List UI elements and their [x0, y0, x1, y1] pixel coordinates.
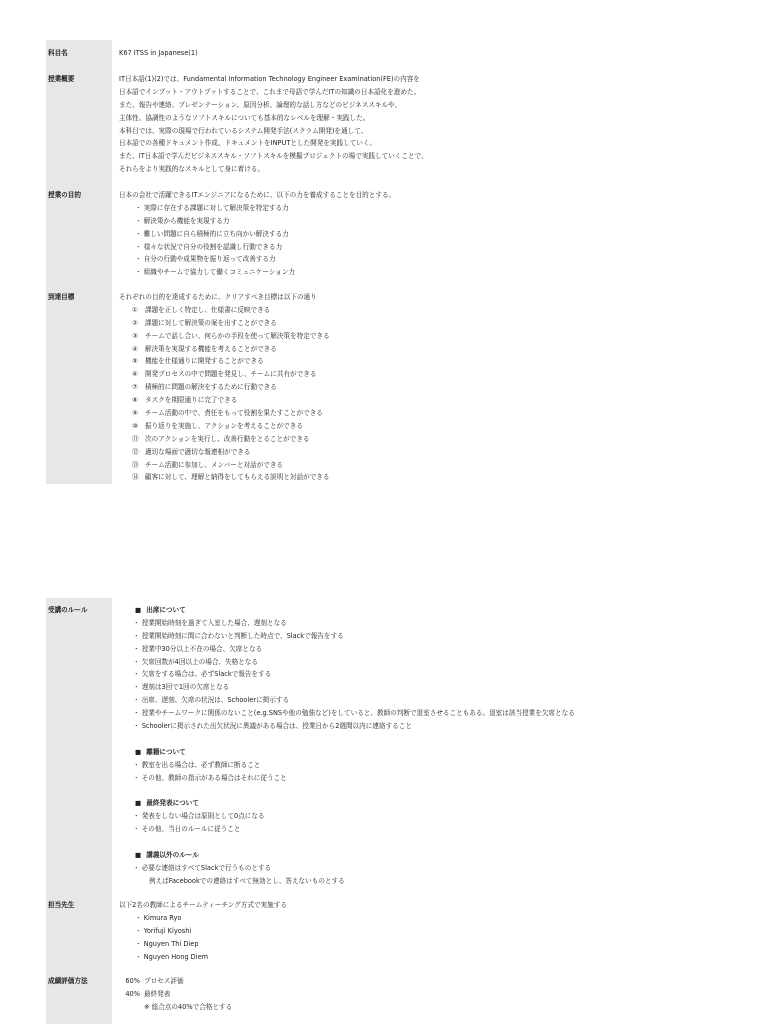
goal-item — [119, 343, 330, 356]
grading-percent: 40% — [125, 989, 140, 998]
overview-line: 日本語での各種ドキュメント作成、ドキュメントをINPUTとした開発を実践していく。 — [119, 139, 376, 148]
rules-label: 受講のルール — [48, 606, 88, 614]
teachers-intro: 以下2名の教師によるチームティーチング方式で実施する — [119, 901, 287, 909]
rule-item: ・ 教室を出る場合は、必ず教師に断ること — [133, 760, 261, 769]
grading-item: 最終発表 — [144, 989, 171, 998]
goal-item — [119, 471, 330, 484]
overview-line: IT日本語(1)(2)では、Fundamental Information Technology Engineer Examination(FE)の内容を — [119, 75, 420, 83]
goals-text — [119, 291, 330, 484]
grading-percent: 60% — [125, 977, 140, 985]
teachers-text — [119, 899, 287, 963]
goal-item — [119, 317, 330, 330]
purpose-item: ・ 難しい問題に自ら積極的に立ち向かい解決する力 — [135, 229, 289, 238]
rule-item: ・ 遅刻は3回で1回の欠席となる — [133, 683, 230, 692]
goal-text: チームで話し合い、何らかの手段を使って解決策を特定できる — [145, 331, 330, 340]
goal-item — [119, 446, 330, 459]
overview-text — [119, 73, 428, 176]
goal-text: チーム活動に参加し、メンバーと対話ができる — [145, 460, 284, 469]
goal-item — [119, 368, 330, 381]
goal-item — [119, 459, 330, 472]
overview-line: また、報告や連絡、プレゼンテーション、原因分析、論理的な話し方などのビジネススキルや、 — [119, 100, 402, 109]
label-column-top — [46, 40, 112, 484]
goal-text: 課題に対して解決策の案を出すことができる — [145, 318, 277, 327]
rule-item: ・ 必要な連絡はすべてSlackで行うものとする — [133, 863, 272, 872]
rule-item: ・ 欠席回数が4回以上の場合、失格となる — [133, 657, 258, 666]
teacher-name: ・ Nguyen Hong Diem — [135, 952, 209, 961]
goal-item — [119, 433, 330, 446]
overview-line: それらをより実践的なスキルとして身に着ける。 — [119, 165, 264, 174]
goal-number: ③ — [132, 331, 138, 340]
goal-item — [119, 394, 330, 407]
goals-label: 到達目標 — [48, 293, 75, 301]
teacher-name: ・ Kimura Ryo — [135, 913, 182, 922]
purpose-text — [119, 189, 395, 279]
grading-row — [118, 988, 232, 1001]
rules-text — [119, 604, 575, 888]
goal-item — [119, 330, 330, 343]
rule-item: 例えばFacebookでの連絡はすべて無効とし、答えないものとする — [149, 876, 345, 885]
goal-number: ⑫ — [132, 447, 139, 456]
goal-text: 解決策を実現する機能を考えることができる — [145, 344, 277, 353]
rule-item: ・ 授業やチームワークに関係のないこと(e.g.SNSや他の勉強など)をしていると、教師の判断で退室させることもある。退室は該当授業を欠席となる — [133, 709, 575, 718]
rule-item: ・ 出席、遅刻、欠席の状況は、Schoolerに掲示する — [133, 696, 290, 705]
goal-text: 振り返りを実施し、アクションを考えることができる — [145, 421, 303, 430]
goal-number: ⑩ — [132, 421, 138, 430]
goal-text: 開発プロセスの中で問題を発見し、チームに共有ができる — [145, 370, 317, 379]
purpose-item: ・ 様々な状況で自分の役割を認識し行動できる力 — [135, 242, 283, 251]
goal-text: タスクを期限通りに完了できる — [145, 396, 238, 405]
goal-item — [119, 381, 330, 394]
goal-number: ⑦ — [132, 383, 138, 392]
teachers-label: 担当先生 — [48, 901, 75, 909]
rule-item: ・ 発表をしない場合は原則として0点になる — [133, 812, 265, 821]
rules-heading-final-presentation: ■ 最終発表について — [119, 797, 575, 810]
rule-item: ・ 授業開始時刻に間に合わないと判断した時点で、Slackで報告をする — [133, 631, 344, 640]
rule-item: ・ Schoolerに掲示された出欠状況に異議がある場合は、授業日から2週間以内に連絡すること — [133, 722, 412, 731]
goal-number: ⑪ — [132, 434, 139, 443]
goal-text: チーム活動の中で、責任をもって役割を果たすことができる — [145, 409, 323, 418]
goal-number: ② — [132, 318, 138, 327]
teacher-name: ・ Yorifuji Kiyoshi — [135, 926, 192, 935]
purpose-item: ・ 自分の行動や成果物を振り返って改善する力 — [135, 255, 276, 264]
grading-item: プロセス評価 — [144, 977, 184, 985]
goal-number: ⑬ — [132, 460, 139, 469]
rule-item: ・ 欠席をする場合は、必ずSlackで報告をする — [133, 670, 272, 679]
goal-item — [119, 407, 330, 420]
overview-line: また、IT日本語で学んだビジネススキル・ソフトスキルを模擬プロジェクトの場で実践していくことで、 — [119, 152, 428, 161]
goal-text: 機能を仕様通りに開発することができる — [145, 357, 264, 366]
goal-text: 次のアクションを実行し、改善行動をとることができる — [145, 434, 310, 443]
grading-text — [118, 975, 232, 1014]
purpose-item: ・ 実際に存在する課題に対して解決策を特定する力 — [135, 203, 289, 212]
grading-note: ※ 総合点の40%で合格とする — [144, 1002, 233, 1011]
overview-line: 主体性、協調性のようなソフトスキルについても基本的なレベルを理解・実践した。 — [119, 113, 370, 122]
grading-row — [118, 975, 232, 988]
rule-item: ・ 授業開始時刻を過ぎて入室した場合、遅刻となる — [133, 618, 287, 627]
goal-number: ① — [132, 305, 138, 314]
goal-item — [119, 355, 330, 368]
goal-number: ⑭ — [132, 473, 139, 482]
goal-number: ⑥ — [132, 370, 138, 379]
label-column-bottom — [46, 598, 112, 1024]
rules-heading-other: ■ 講義以外のルール — [119, 849, 575, 862]
goal-number: ④ — [132, 344, 138, 353]
overview-label: 授業概要 — [48, 75, 75, 83]
course-name: K67 ITSS in Japanese(1) — [119, 49, 198, 57]
goal-text: 積極的に問題の解決をするために行動できる — [145, 383, 277, 392]
overview-line: 本科目では、実際の現場で行われているシステム開発手法(スクラム開発)を通して、 — [119, 126, 368, 135]
teacher-name: ・ Nguyen Thi Diep — [135, 939, 199, 948]
goal-text: 課題を正しく特定し、仕様書に反映できる — [145, 305, 271, 314]
goal-number: ⑤ — [132, 357, 138, 366]
overview-line: 日本語でインプット・アウトプットすることで、これまで母語で学んだITの知識の日本語化を進めた。 — [119, 87, 421, 96]
goal-text: 顧客に対して、理解と納得をしてもらえる説明と対話ができる — [145, 473, 330, 482]
goal-item — [119, 304, 330, 317]
rules-heading-leaving: ■ 離籍について — [119, 746, 575, 759]
rule-item: ・ 授業中30分以上不在の場合、欠席となる — [133, 644, 263, 653]
goal-number: ⑨ — [132, 409, 138, 418]
course-label: 科目名 — [48, 49, 68, 57]
purpose-item: ・ 解決策から機能を実現する力 — [135, 216, 230, 225]
goal-text: 適切な場面で適切な報連相ができる — [145, 447, 251, 456]
purpose-label: 授業の目的 — [48, 191, 81, 199]
rules-heading-attendance: ■ 出席について — [119, 604, 575, 617]
goals-intro: それぞれの目的を達成するために、クリアすべき目標は以下の通り — [119, 293, 317, 301]
purpose-intro: 日本の会社で活躍できるITエンジニアになるために、以下の力を養成することを目的とする。 — [119, 191, 396, 199]
goal-number: ⑧ — [132, 396, 138, 405]
rule-item: ・ その他、教師の指示がある場合はそれに従うこと — [133, 773, 287, 782]
grading-label: 成績評価方法 — [48, 977, 88, 985]
purpose-item: ・ 組織やチームで協力して働くコミュニケーション力 — [135, 268, 295, 277]
goal-item — [119, 420, 330, 433]
rule-item: ・ その他、当日のルールに従うこと — [133, 825, 241, 834]
